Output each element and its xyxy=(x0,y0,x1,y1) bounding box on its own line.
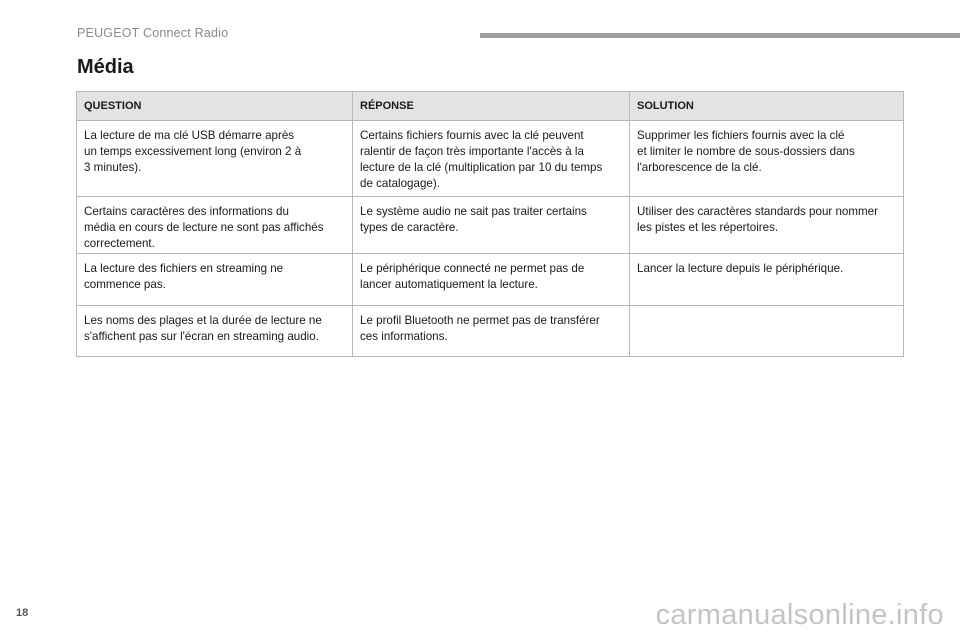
answer-cell: Le profil Bluetooth ne permet pas de transférer ces informations. xyxy=(353,306,630,357)
watermark: carmanualsonline.info xyxy=(655,599,944,631)
column-header-question: QUESTION xyxy=(77,92,353,121)
solution-cell: Utiliser des caractères standards pour nommer les pistes et les répertoires. xyxy=(630,197,904,254)
question-cell: La lecture des fichiers en streaming ne commence pas. xyxy=(77,254,353,306)
table-header-row xyxy=(77,92,904,121)
solution-cell xyxy=(630,306,904,357)
header-title: PEUGEOT Connect Radio xyxy=(77,26,229,40)
answer-cell: Certains fichiers fournis avec la clé peuvent ralentir de façon très importante l'accès à la lecture de la clé (multiplication par 10 du temps de catalogage). xyxy=(353,121,630,197)
header-divider-bar xyxy=(480,33,960,38)
answer-cell: Le périphérique connecté ne permet pas de lancer automatiquement la lecture. xyxy=(353,254,630,306)
page-number: 18 xyxy=(16,607,29,619)
table-row xyxy=(77,197,904,254)
solution-cell: Lancer la lecture depuis le périphérique. xyxy=(630,254,904,306)
answer-cell: Le système audio ne sait pas traiter certains types de caractère. xyxy=(353,197,630,254)
column-header-reponse: RÉPONSE xyxy=(353,92,630,121)
column-header-solution: SOLUTION xyxy=(630,92,904,121)
question-cell: Certains caractères des informations du média en cours de lecture ne sont pas affichés correctement. xyxy=(77,197,353,254)
question-cell: La lecture de ma clé USB démarre après un temps excessivement long (environ 2 à 3 minutes). xyxy=(77,121,353,197)
table-row xyxy=(77,306,904,357)
question-cell: Les noms des plages et la durée de lecture ne s'affichent pas sur l'écran en streaming audio. xyxy=(77,306,353,357)
faq-table xyxy=(76,91,904,357)
table-row xyxy=(77,254,904,306)
table-row xyxy=(77,121,904,197)
solution-cell: Supprimer les fichiers fournis avec la clé et limiter le nombre de sous-dossiers dans l'arborescence de la clé. xyxy=(630,121,904,197)
section-title: Média xyxy=(77,56,134,78)
